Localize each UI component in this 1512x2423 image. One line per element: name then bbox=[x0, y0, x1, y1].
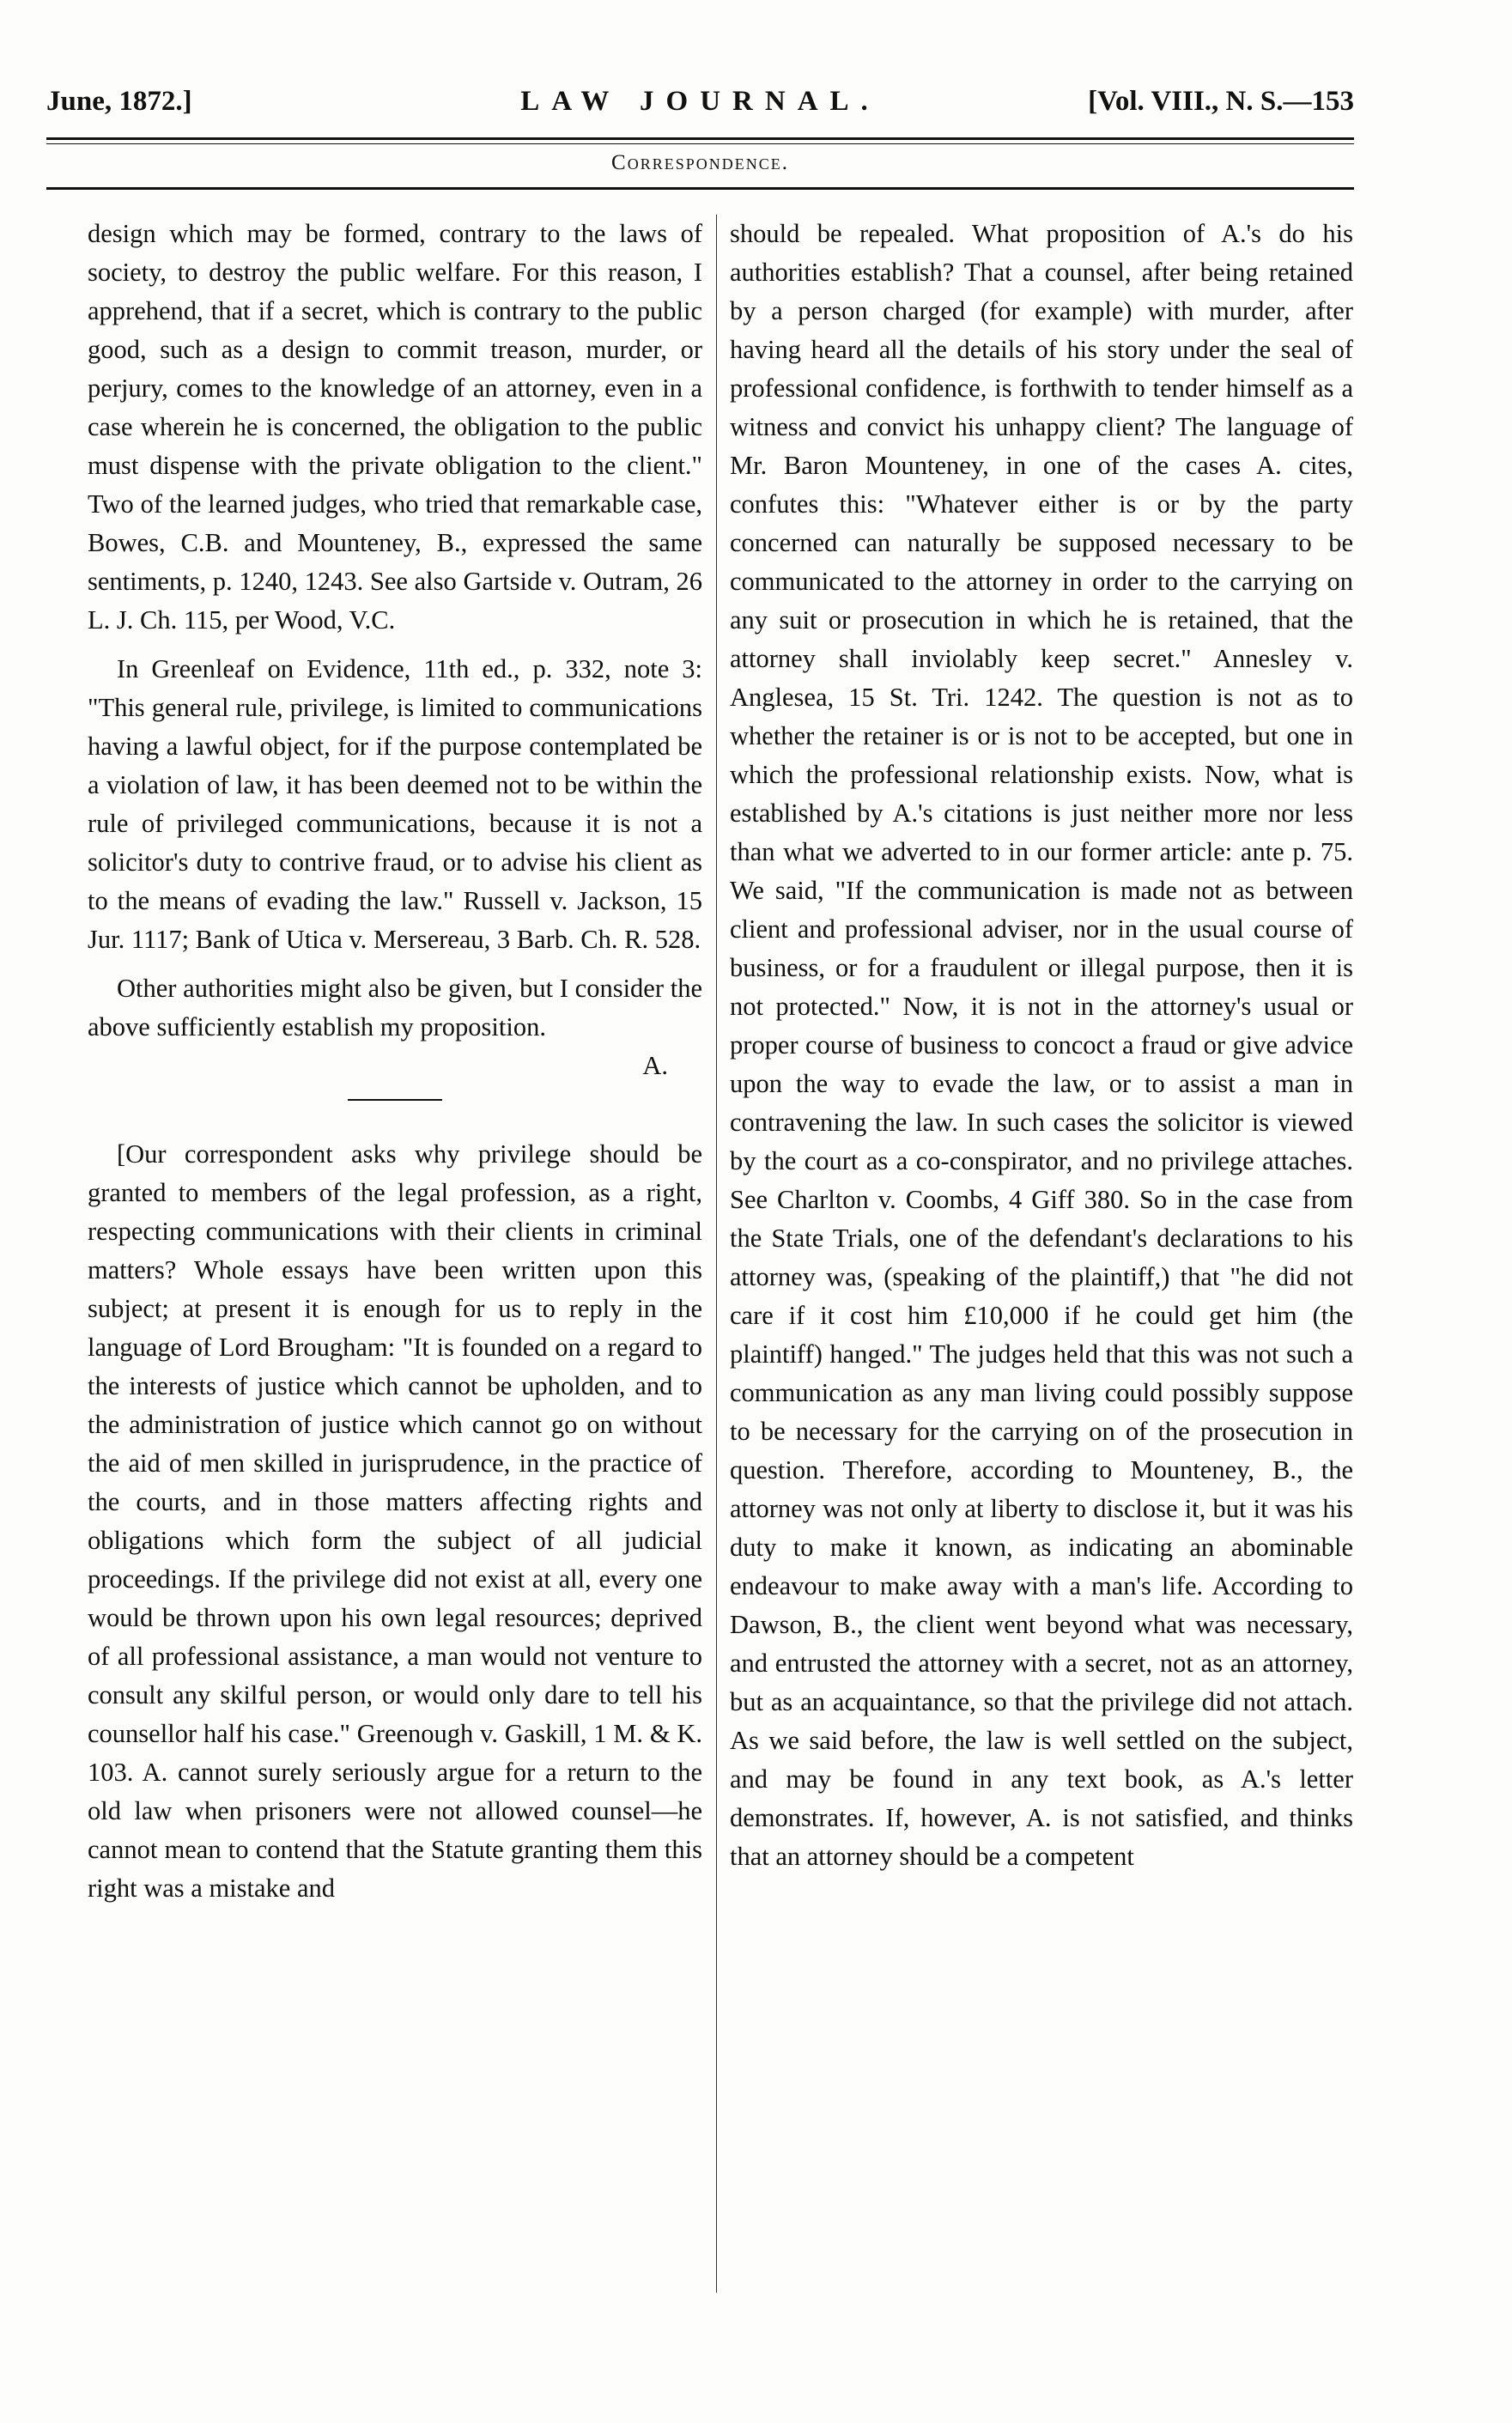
paragraph: design which may be formed, contrary to the laws of society, to destroy the public welfare. For this reason, I apprehend, that if a secret, which is contrary to the public good, such as a design to commit treason, murder, or perjury, comes to the knowledge of an attorney, even in a case wherein he is concerned, the obligation to the public must dispense with the private obligation to the client." Two of the learned judges, who tried that remarkable case, Bowes, C.B. and Mounteney, B., expressed the same sentiments, p. 1240, 1243. See also Gartside v. Outram, 26 L. J. Ch. 115, per Wood, V.C. bbox=[88, 219, 702, 635]
left-column bbox=[88, 215, 702, 1918]
header-rule bbox=[46, 137, 1354, 144]
signature: A. bbox=[642, 1051, 668, 1080]
section-title: Correspondence. bbox=[611, 151, 789, 174]
running-head bbox=[46, 86, 1354, 134]
paragraph: Other authorities might also be given, but I consider the above sufficiently establish my proposition. bbox=[88, 974, 702, 1041]
separator-rule bbox=[348, 1099, 442, 1101]
paragraph: [Our correspondent asks why privilege should be granted to members of the legal profession, as a right, respecting communications with their clients in criminal matters? Whole essays have been written upon this subject; at present it is enough for us to reply in the language of Lord Brougham: "It is founded on a regard to the interests of justice which cannot be upholden, and to the administration of justice which cannot go on without the aid of men skilled in jurisprudence, in the practice of the courts, and in those matters affecting rights and obligations which form the subject of all judicial proceedings. If the privilege did not exist at all, every one would be thrown upon his own legal resources; deprived of all professional assistance, a man would not venture to consult any skilful person, or would only dare to tell his counsellor half his case." Greenough v. Gaskill, 1 M. & K. 103. A. cannot surely seriously argue for a return to the old law when prisoners were not allowed counsel—he cannot mean to contend that the Statute granting them this right was a mistake and bbox=[88, 1139, 702, 1903]
section-rule bbox=[46, 187, 1354, 190]
volume-page: [Vol. VIII., N. S.—153 bbox=[1088, 86, 1354, 117]
paragraph: should be repealed. What proposition of A.'s do his authorities establish? That a counsel, after being retained by a person charged (for example) with murder, after having heard all the details of his story under the seal of professional confidence, is forthwith to tender himself as a witness and convict his unhappy client? The language of Mr. Baron Mounteney, in one of the cases A. cites, confutes this: "Whatever either is or by the party concerned can naturally be supposed necessary to be communicated to the attorney in order to the carrying on any suit or prosecution in which he is retained, that the attorney shall inviolably keep secret." Annesley v. Anglesea, 15 St. Tri. 1242. The question is not as to whether the retainer is or is not to be accepted, but one in which the professional relationship exists. Now, what is established by A.'s citations is just neither more nor less than what we adverted to in our former article: ante p. 75. We said, "If the communication is made not as between client and professional adviser, nor in the usual course of business, or for a fraudulent or illegal purpose, then it is not protected." Now, it is not in the attorney's usual or proper course of business to concoct a fraud or give advice upon the way to evade the law, or to assist a man in contravening the law. In such cases the solicitor is viewed by the court as a co-conspirator, and no privilege attaches. See Charlton v. Coombs, 4 Giff 380. So in the case from the State Trials, one of the defendant's declarations to his attorney was, (speaking of the plaintiff,) that "he did not care if it cost him £10,000 if he could get him (the plaintiff) hanged." The judges held that this was not such a communication as any man living could possibly suppose to be necessary for the carrying on of the prosecution in question. Therefore, according to Mounteney, B., the attorney was not only at liberty to disclose it, but it was his duty to make it known, as indicating an abominable endeavour to make away with a man's life. According to Dawson, B., the client went beyond what was necessary, and entrusted the attorney with a secret, not as an attorney, but as an acquaintance, so that the privilege did not attach. As we said before, the law is well settled on the subject, and may be found in any text book, as A.'s letter demonstrates. If, however, A. is not satisfied, and thinks that an attorney should be a competent bbox=[730, 219, 1353, 1871]
right-column bbox=[730, 215, 1353, 1886]
column-divider bbox=[716, 215, 717, 2292]
paragraph: In Greenleaf on Evidence, 11th ed., p. 332, note 3: "This general rule, privilege, is limited to communications having a lawful object, for if the purpose contemplated be a violation of law, it has been deemed not to be within the rule of privileged communications, because it is not a solicitor's duty to contrive fraud, or to advise his client as to the means of evading the law." Russell v. Jackson, 15 Jur. 1117; Bank of Utica v. Mersereau, 3 Barb. Ch. R. 528. bbox=[88, 654, 702, 954]
header-date: June, 1872.] bbox=[46, 86, 192, 117]
journal-title: LAW JOURNAL. bbox=[520, 86, 880, 117]
signature-line bbox=[88, 1047, 702, 1085]
